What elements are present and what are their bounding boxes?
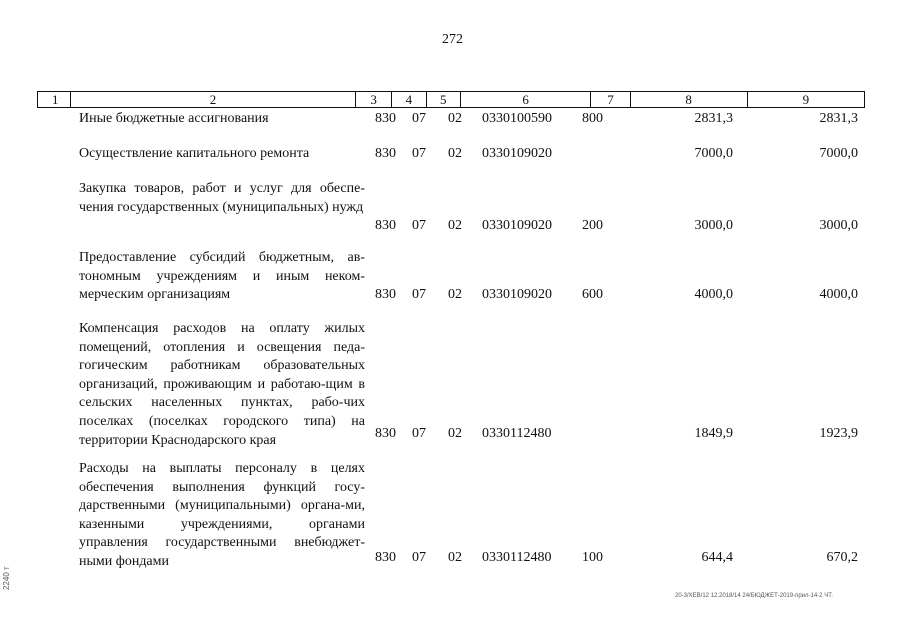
cell-target-code: 0330100590 bbox=[482, 111, 552, 126]
cell-amount-col8: 644,4 bbox=[701, 550, 733, 565]
cell-target-code: 0330109020 bbox=[482, 218, 552, 233]
cell-target-code: 0330109020 bbox=[482, 146, 552, 161]
cell-admin-code: 830 bbox=[375, 550, 396, 565]
cell-amount-col9: 7000,0 bbox=[819, 146, 858, 161]
cell-amount-col9: 1923,9 bbox=[819, 426, 858, 441]
cell-subsection: 02 bbox=[448, 218, 462, 233]
cell-subsection: 02 bbox=[448, 111, 462, 126]
page-number: 272 bbox=[442, 32, 463, 47]
header-col-6: 6 bbox=[461, 92, 592, 107]
header-col-9: 9 bbox=[802, 92, 810, 107]
cell-admin-code: 830 bbox=[375, 218, 396, 233]
cell-amount-col9: 670,2 bbox=[826, 550, 858, 565]
cell-expense-type: 600 bbox=[582, 287, 603, 302]
cell-target-code: 0330109020 bbox=[482, 287, 552, 302]
cell-amount-col9: 3000,0 bbox=[819, 218, 858, 233]
cell-amount-col8: 7000,0 bbox=[694, 146, 733, 161]
header-col-7: 7 bbox=[591, 92, 630, 107]
header-col-4: 4 bbox=[392, 92, 426, 107]
header-col-5: 5 bbox=[427, 92, 461, 107]
table-header bbox=[37, 91, 865, 108]
cell-amount-col8: 3000,0 bbox=[694, 218, 733, 233]
row-description: Компенсация расходов на оплату жилых помещений, отопления и освещения педа-гогическим работникам образовательных организаций, проживающим и работаю-щим в сельских населенных пунктах, рабо-чих поселках (поселках городского типа) на территории Краснодарского края bbox=[79, 321, 365, 448]
cell-subsection: 02 bbox=[448, 550, 462, 565]
row-description: Осуществление капитального ремонта bbox=[79, 146, 310, 161]
cell-subsection: 02 bbox=[448, 426, 462, 441]
row-description: Предоставление субсидий бюджетным, ав-тономным учреждениям и иным неком-мерческим организациям bbox=[79, 250, 365, 303]
cell-subsection: 02 bbox=[448, 287, 462, 302]
cell-section: 07 bbox=[412, 550, 426, 565]
cell-section: 07 bbox=[412, 287, 426, 302]
header-col-3: 3 bbox=[356, 92, 392, 107]
cell-target-code: 0330112480 bbox=[482, 426, 552, 441]
cell-admin-code: 830 bbox=[375, 146, 396, 161]
cell-section: 07 bbox=[412, 146, 426, 161]
row-description: Расходы на выплаты персоналу в целях обеспечения выполнения функций госу-дарственными (муниципальными) органа-ми, казенными учреждениями, органами управления государственными внебюджет-ными фондами bbox=[79, 461, 365, 569]
header-col-2: 2 bbox=[71, 92, 356, 107]
cell-expense-type: 800 bbox=[582, 111, 603, 126]
row-description: Закупка товаров, работ и услуг для обеспе-чения государственных (муниципальных) нужд bbox=[79, 181, 365, 215]
document-code: 20-3/ХЕВ/12 12.2018/14 24/БЮДЖЕТ-2019-прил-14-2 ЧТ. bbox=[675, 593, 833, 599]
cell-section: 07 bbox=[412, 218, 426, 233]
cell-amount-col9: 4000,0 bbox=[819, 287, 858, 302]
cell-section: 07 bbox=[412, 111, 426, 126]
cell-target-code: 0330112480 bbox=[482, 550, 552, 565]
cell-admin-code: 830 bbox=[375, 111, 396, 126]
header-col-8: 8 bbox=[631, 92, 748, 107]
row-description: Иные бюджетные ассигнования bbox=[79, 111, 269, 126]
cell-amount-col8: 2831,3 bbox=[694, 111, 733, 126]
cell-subsection: 02 bbox=[448, 146, 462, 161]
cell-section: 07 bbox=[412, 426, 426, 441]
header-col-1: 1 bbox=[38, 92, 71, 107]
cell-admin-code: 830 bbox=[375, 426, 396, 441]
cell-expense-type: 100 bbox=[582, 550, 603, 565]
cell-admin-code: 830 bbox=[375, 287, 396, 302]
side-mark: 2240 т bbox=[2, 566, 11, 590]
cell-expense-type: 200 bbox=[582, 218, 603, 233]
cell-amount-col8: 4000,0 bbox=[694, 287, 733, 302]
cell-amount-col9: 2831,3 bbox=[819, 111, 858, 126]
cell-amount-col8: 1849,9 bbox=[694, 426, 733, 441]
